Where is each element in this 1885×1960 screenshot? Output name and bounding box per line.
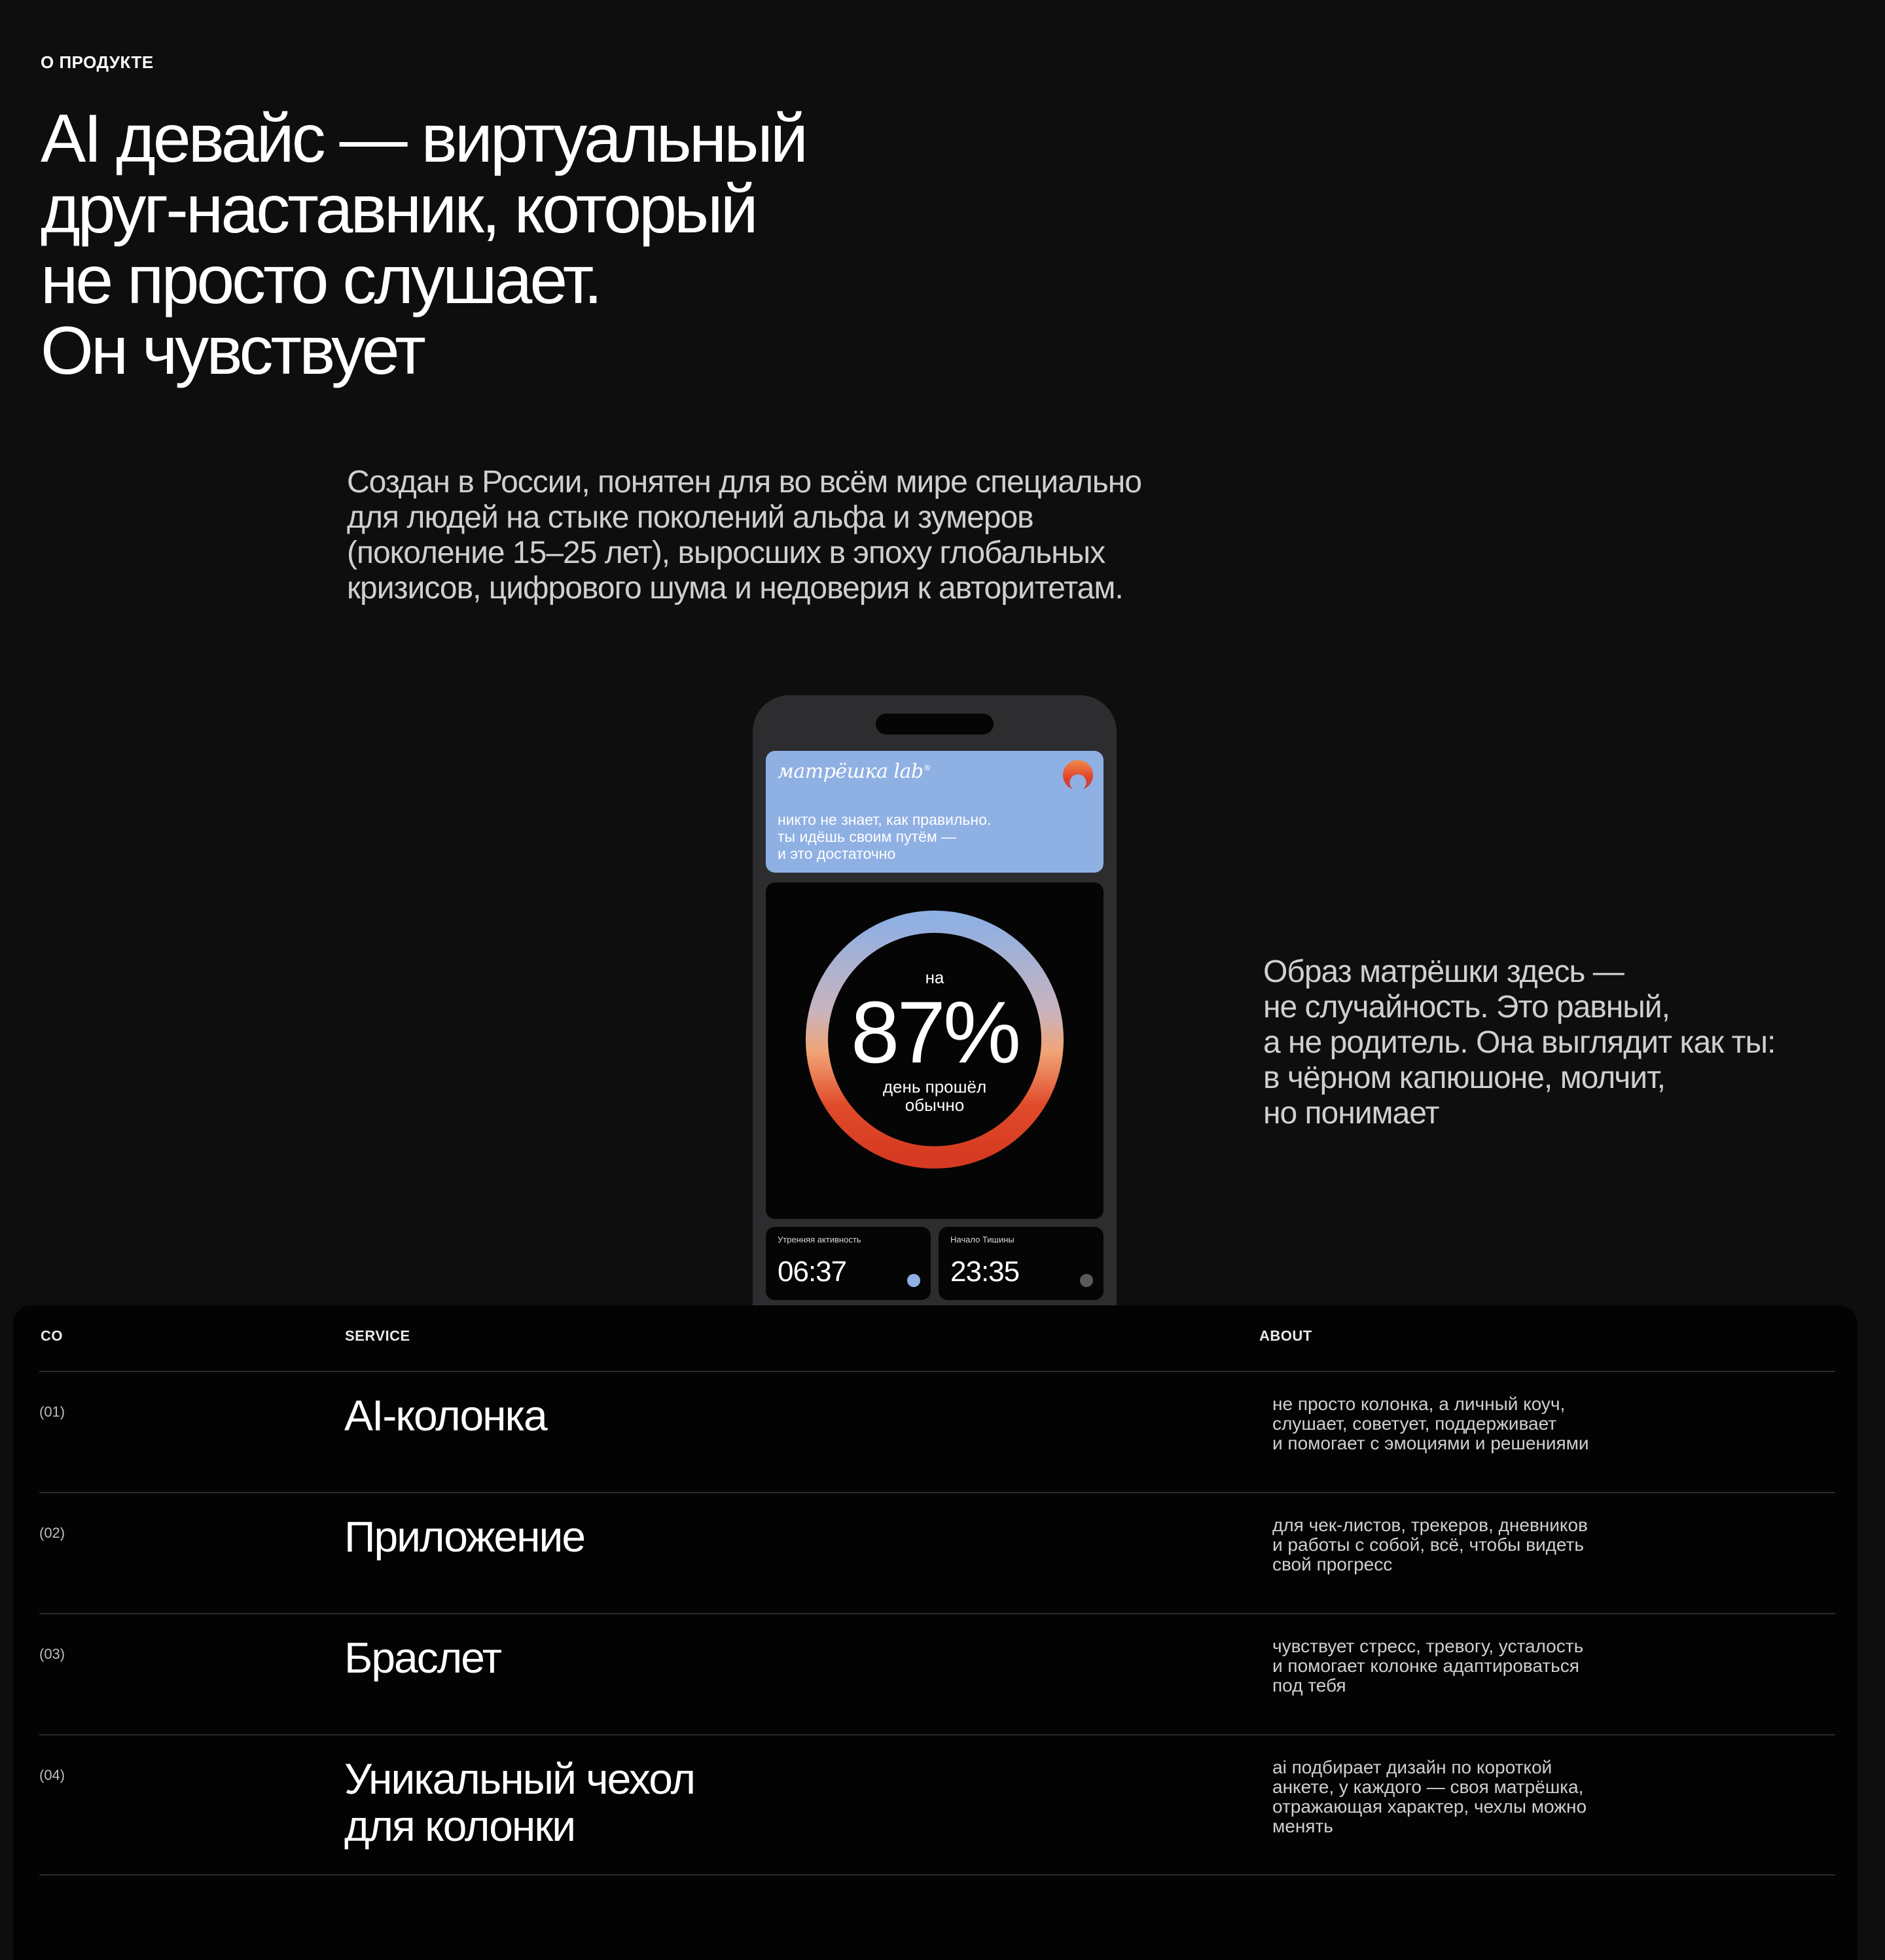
side-line: Образ матрёшки здесь — [1263,954,1624,989]
about-line: слушает, советует, поддерживает [1272,1413,1557,1434]
about-line: отражающая характер, чехлы можно [1272,1796,1587,1817]
table-body [39,1371,1835,1876]
daily-quote [778,811,1092,862]
phone-notch [876,714,994,735]
table-row[interactable] [39,1613,1835,1734]
lead-line: (поколение 15–25 лет), выросших в эпоху глобальных [347,535,1105,570]
row-number: (01) [39,1404,65,1420]
row-number: (02) [39,1525,65,1541]
about-line: ai подбирает дизайн по короткой [1272,1757,1553,1777]
page-headline [41,101,891,389]
services-table [13,1305,1858,1960]
about-line: свой прогресс [1272,1554,1393,1574]
status-dot-icon [907,1274,920,1287]
score-value: 87% [850,984,1019,1081]
service-about [1272,1637,1639,1696]
lead-line: Создан в России, понятен для во всём мире специально [347,465,1141,499]
about-line: и помогает с эмоциями и решениями [1272,1433,1589,1453]
service-about [1272,1515,1639,1574]
side-line: в чёрном капюшоне, молчит, [1263,1061,1666,1095]
service-title [344,1634,501,1681]
brand-logo [778,760,931,783]
quote-line: ты идёшь своим путём — [778,828,957,845]
about-line: для чек-листов, трекеров, дневников [1272,1515,1588,1535]
section-eyebrow: О ПРОДУКТЕ [41,52,154,72]
score-caption-line: обычно [905,1095,965,1115]
quote-card [766,751,1104,873]
side-line: но понимает [1263,1096,1439,1131]
about-line: и работы с собой, всё, чтобы видеть [1272,1534,1584,1555]
day-score-card[interactable] [766,882,1104,1219]
column-header-about: ABOUT [1259,1328,1312,1344]
side-line: а не родитель. Она выглядит как ты: [1263,1025,1776,1060]
about-line: не просто колонка, а личный коуч, [1272,1394,1566,1414]
table-row[interactable] [39,1734,1835,1876]
lead-line: для людей на стыке поколений альфа и зумеров [347,500,1033,535]
matryoshka-avatar-icon[interactable] [1063,760,1093,790]
service-title-line: Браслет [344,1633,501,1682]
about-line: чувствует стресс, тревогу, усталость [1272,1636,1584,1656]
lead-line: кризисов, цифрового шума и недоверия к авторитетам. [347,571,1123,606]
score-prefix: на [925,968,944,987]
service-title [344,1755,694,1849]
about-line: анкете, у каждого — своя матрёшка, [1272,1777,1584,1797]
widget-label: Начало Тишины [950,1235,1014,1244]
service-title [344,1513,584,1560]
service-about [1272,1394,1639,1453]
row-number: (04) [39,1767,65,1783]
brand-registered-mark: ® [923,763,931,772]
table-row[interactable] [39,1492,1835,1613]
row-number: (03) [39,1646,65,1662]
matryoshka-description [1263,954,1852,1131]
morning-activity-widget[interactable] [766,1227,931,1300]
widget-time: 23:35 [950,1256,1020,1288]
headline-line: AI девайс — виртуальный [41,101,806,177]
about-line: под тебя [1272,1675,1346,1696]
service-title [344,1392,547,1439]
column-header-service: SERVICE [345,1328,410,1344]
status-dot-icon [1080,1274,1093,1287]
table-row[interactable] [39,1371,1835,1492]
column-header-co: CO [41,1328,63,1344]
service-title-line: AI-колонка [344,1391,547,1440]
widget-label: Утренняя активность [778,1235,861,1244]
service-about [1272,1758,1639,1836]
quote-line: никто не знает, как правильно. [778,811,992,828]
service-title-line: для колонки [344,1802,575,1850]
about-line: менять [1272,1816,1333,1836]
service-title-line: Приложение [344,1512,585,1561]
service-title-line: Уникальный чехол [344,1754,694,1803]
quiet-start-widget[interactable] [939,1227,1104,1300]
headline-line: Он чувствует [41,313,423,389]
brand-name: матрёшка lab [778,760,924,783]
about-line: и помогает колонке адаптироваться [1272,1656,1579,1676]
lead-paragraph [347,465,1263,606]
widget-time: 06:37 [778,1256,847,1288]
side-line: не случайность. Это равный, [1263,990,1670,1025]
headline-line: друг-наставник, который [41,172,756,247]
headline-line: не просто слушает. [41,242,600,318]
quote-line: и это достаточно [778,845,896,862]
score-caption [766,1078,1104,1114]
score-caption-line: день прошёл [882,1077,987,1097]
phone-mockup [753,695,1117,1350]
